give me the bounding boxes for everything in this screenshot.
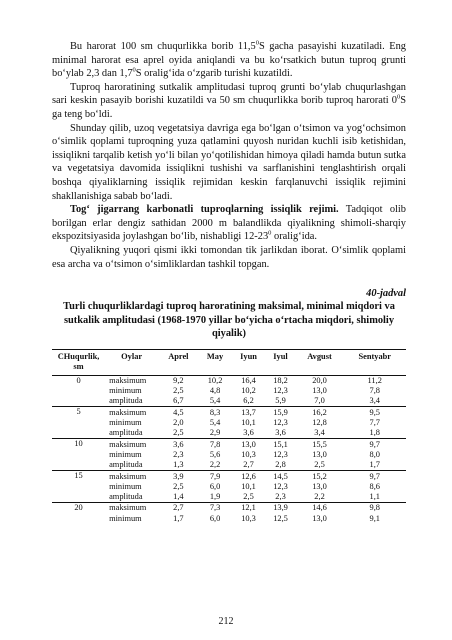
- table-row: [52, 503, 406, 514]
- value-cell: 6,2: [243, 396, 254, 406]
- value-cell: 2,2: [209, 460, 221, 470]
- value-cell: 13,0: [312, 481, 327, 491]
- text-run: oralig‘ida.: [271, 231, 317, 243]
- header-june: Iyun: [232, 350, 266, 375]
- row-label: amplituda: [109, 396, 143, 406]
- row-label: maksimum: [105, 503, 158, 514]
- table-row: [52, 428, 406, 439]
- table-header-row: [52, 350, 406, 375]
- soil-temperature-table: [52, 349, 406, 523]
- value-cell: 13,9: [265, 503, 295, 514]
- value-cell: 6,7: [173, 396, 184, 406]
- value-cell: 5,4: [209, 396, 221, 406]
- text-run: Qiyalikning yuqori qismi ikki tomondan tik jarlikdan iborat. O‘simlik qoplami esa archa va o‘tsimon o‘simliklardan tashkil topgan.: [52, 244, 406, 270]
- row-label: minimum: [109, 513, 142, 523]
- value-cell: 2,9: [209, 428, 221, 438]
- text-run: S ga teng bo‘ldi.: [52, 95, 406, 120]
- value-cell: 1,4: [173, 492, 184, 502]
- page-number: 212: [218, 616, 234, 627]
- value-cell: 20,0: [296, 375, 344, 386]
- body-text: [52, 40, 406, 271]
- superscript: 0: [132, 66, 136, 74]
- value-cell: 13,0: [232, 439, 266, 450]
- row-label: amplituda: [109, 428, 143, 438]
- bold-heading: Tog‘ jigarrang karbonatli tuproqlarning issiqlik rejimi.: [70, 204, 339, 216]
- depth-cell: 0: [52, 375, 105, 407]
- value-cell: 15,2: [296, 471, 344, 482]
- table-body: [52, 375, 406, 524]
- value-cell: 1,7: [173, 513, 184, 523]
- value-cell: 14,6: [296, 503, 344, 514]
- value-cell: 9,8: [343, 503, 406, 514]
- row-label: minimum: [109, 418, 142, 428]
- value-cell: 11,2: [343, 375, 406, 386]
- table-row: [52, 450, 406, 460]
- table-row: [52, 439, 406, 450]
- row-label: minimum: [109, 481, 142, 491]
- value-cell: 5,6: [209, 449, 221, 459]
- value-cell: 3,6: [158, 439, 198, 450]
- table-row: [52, 407, 406, 418]
- value-cell: 13,0: [312, 386, 327, 396]
- value-cell: 5,4: [209, 418, 221, 428]
- table-row: [52, 492, 406, 503]
- value-cell: 10,3: [241, 513, 256, 523]
- value-cell: 4,5: [158, 407, 198, 418]
- value-cell: 12,8: [312, 418, 327, 428]
- header-may: May: [199, 350, 232, 375]
- superscript: 0: [268, 229, 272, 237]
- value-cell: 2,5: [243, 492, 254, 502]
- value-cell: 2,3: [173, 449, 184, 459]
- row-label: minimum: [109, 386, 142, 396]
- value-cell: 12,5: [273, 513, 288, 523]
- value-cell: 2,7: [243, 460, 254, 470]
- value-cell: 12,3: [273, 481, 288, 491]
- value-cell: 1,3: [173, 460, 184, 470]
- superscript: 0: [396, 93, 401, 101]
- header-august: Avgust: [296, 350, 344, 375]
- depth-cell: 10: [52, 439, 105, 471]
- value-cell: 1,7: [369, 460, 380, 470]
- table-row: [52, 375, 406, 386]
- value-cell: 10,1: [241, 418, 256, 428]
- value-cell: 12,3: [273, 386, 288, 396]
- value-cell: 2,0: [173, 418, 184, 428]
- value-cell: 8,3: [199, 407, 232, 418]
- table-row: [52, 481, 406, 491]
- row-label: amplituda: [109, 460, 143, 470]
- value-cell: 8,0: [369, 449, 380, 459]
- text-run: Bu harorat 100 sm chuqurlikka borib 11,5: [70, 41, 256, 52]
- value-cell: 13,7: [232, 407, 266, 418]
- value-cell: 3,9: [158, 471, 198, 482]
- text-run: Shunday qilib, uzoq vegetatsiya davriga ega bo‘lgan o‘tsimon va yog‘ochsimon o‘simlik qoplami tuproqning yuza qatlamini quyosh nuridan kuchli isib ketishidan, issiqlikni tarqalib ketish yo‘li bilan yo‘qotilishidan himoya qiladi hamda butun sutka va vegetatsiya davomida issiqlikni tushishi va sarflanishini tenglashtirish orqali boshqa qiyaliklarning issiqlik rejimidan keskin farqlanuvchi issiqlik rejimini shakllanishiga sabab bo‘ladi.: [52, 122, 406, 202]
- table-row: [52, 418, 406, 428]
- table-number: 40-jadval: [366, 288, 406, 300]
- value-cell: 9,1: [369, 513, 380, 523]
- row-label: amplituda: [109, 492, 143, 502]
- value-cell: 2,5: [173, 428, 184, 438]
- value-cell: 7,3: [199, 503, 232, 514]
- table-row: [52, 471, 406, 482]
- value-cell: 2,3: [275, 492, 286, 502]
- row-label: maksimum: [105, 375, 158, 386]
- paragraph: [52, 81, 406, 122]
- value-cell: 12,1: [232, 503, 266, 514]
- value-cell: 2,5: [173, 481, 184, 491]
- value-cell: 16,4: [232, 375, 266, 386]
- value-cell: 7,8: [199, 439, 232, 450]
- header-months: Oylar: [105, 350, 158, 375]
- paragraph: [52, 203, 406, 244]
- value-cell: 10,1: [241, 481, 256, 491]
- value-cell: 18,2: [265, 375, 295, 386]
- value-cell: 7,8: [369, 386, 380, 396]
- value-cell: 10,3: [241, 449, 256, 459]
- value-cell: 9,5: [343, 407, 406, 418]
- row-label: minimum: [109, 449, 142, 459]
- value-cell: 6,0: [209, 513, 221, 523]
- value-cell: 6,0: [209, 481, 221, 491]
- value-cell: 3,4: [369, 396, 380, 406]
- paragraph: [52, 244, 406, 271]
- value-cell: 12,6: [232, 471, 266, 482]
- value-cell: 13,0: [312, 513, 327, 523]
- value-cell: 3,4: [314, 428, 325, 438]
- depth-cell: 20: [52, 503, 105, 524]
- value-cell: 10,2: [199, 375, 232, 386]
- value-cell: 7,7: [369, 418, 380, 428]
- value-cell: 7,9: [199, 471, 232, 482]
- value-cell: 10,2: [241, 386, 256, 396]
- document-page: [52, 40, 406, 524]
- value-cell: 2,5: [173, 386, 184, 396]
- value-cell: 15,5: [296, 439, 344, 450]
- value-cell: 9,7: [343, 439, 406, 450]
- depth-cell: 15: [52, 471, 105, 503]
- value-cell: 12,3: [273, 418, 288, 428]
- value-cell: 3,6: [243, 428, 254, 438]
- table-row: [52, 460, 406, 471]
- depth-cell: 5: [52, 407, 105, 439]
- value-cell: 16,2: [296, 407, 344, 418]
- header-july: Iyul: [265, 350, 295, 375]
- value-cell: 2,5: [314, 460, 325, 470]
- text-run: S oralig‘ida o‘zgarib turishi kuzatildi.: [135, 68, 293, 80]
- superscript: 0: [255, 39, 259, 47]
- row-label: maksimum: [105, 439, 158, 450]
- value-cell: 1,9: [209, 492, 221, 502]
- value-cell: 8,6: [369, 481, 380, 491]
- value-cell: 2,2: [314, 492, 325, 502]
- table-title: Turli chuqurliklardagi tuproq haroratining maksimal, minimal miqdori va sutkalik amplitudasi (1968-1970 yillar bo‘yicha o‘rtacha miqdori, shimoliy qiyalik): [63, 301, 395, 339]
- value-cell: 15,9: [265, 407, 295, 418]
- table-row: [52, 396, 406, 407]
- value-cell: 7,0: [314, 396, 325, 406]
- value-cell: 9,2: [158, 375, 198, 386]
- value-cell: 3,6: [275, 428, 286, 438]
- text-run: S gacha pasayishi kuzatiladi. Eng minimal harorat esa aprel oyida aniqlandi va bu ko‘rsatkich butun tuproq grunti bo‘ylab 2,3 dan 1,7: [52, 41, 406, 80]
- value-cell: 1,8: [369, 428, 380, 438]
- header-april: Aprel: [158, 350, 198, 375]
- value-cell: 1,1: [369, 492, 380, 502]
- value-cell: 15,1: [265, 439, 295, 450]
- value-cell: 4,8: [209, 386, 221, 396]
- row-label: maksimum: [105, 407, 158, 418]
- table-row: [52, 386, 406, 396]
- row-label: maksimum: [105, 471, 158, 482]
- paragraph: [52, 122, 406, 204]
- value-cell: 12,3: [273, 449, 288, 459]
- value-cell: 14,5: [265, 471, 295, 482]
- header-september: Sentyabr: [343, 350, 406, 375]
- value-cell: 2,7: [158, 503, 198, 514]
- text-run: Tadqiqot olib borilgan erlar dengiz sathidan 2000 m balandlikda qiyalikning shimoli-sharqiy ekspozitsiyasida joylashgan bo‘lib, nishabligi 12-23: [52, 204, 406, 243]
- table-row: [52, 513, 406, 523]
- value-cell: 9,7: [343, 471, 406, 482]
- value-cell: 5,9: [275, 396, 286, 406]
- text-run: Tuproq haroratining sutkalik amplitudasi tuproq grunti bo‘ylab chuqurlashgan sari keskin pasayib borishi kuzatildi va 50 sm chuqurlikka borib tuproq harorati 0: [52, 81, 406, 107]
- paragraph: [52, 40, 406, 81]
- header-depth: CHuqurlik, sm: [52, 350, 105, 375]
- value-cell: 13,0: [312, 449, 327, 459]
- value-cell: 2,8: [275, 460, 286, 470]
